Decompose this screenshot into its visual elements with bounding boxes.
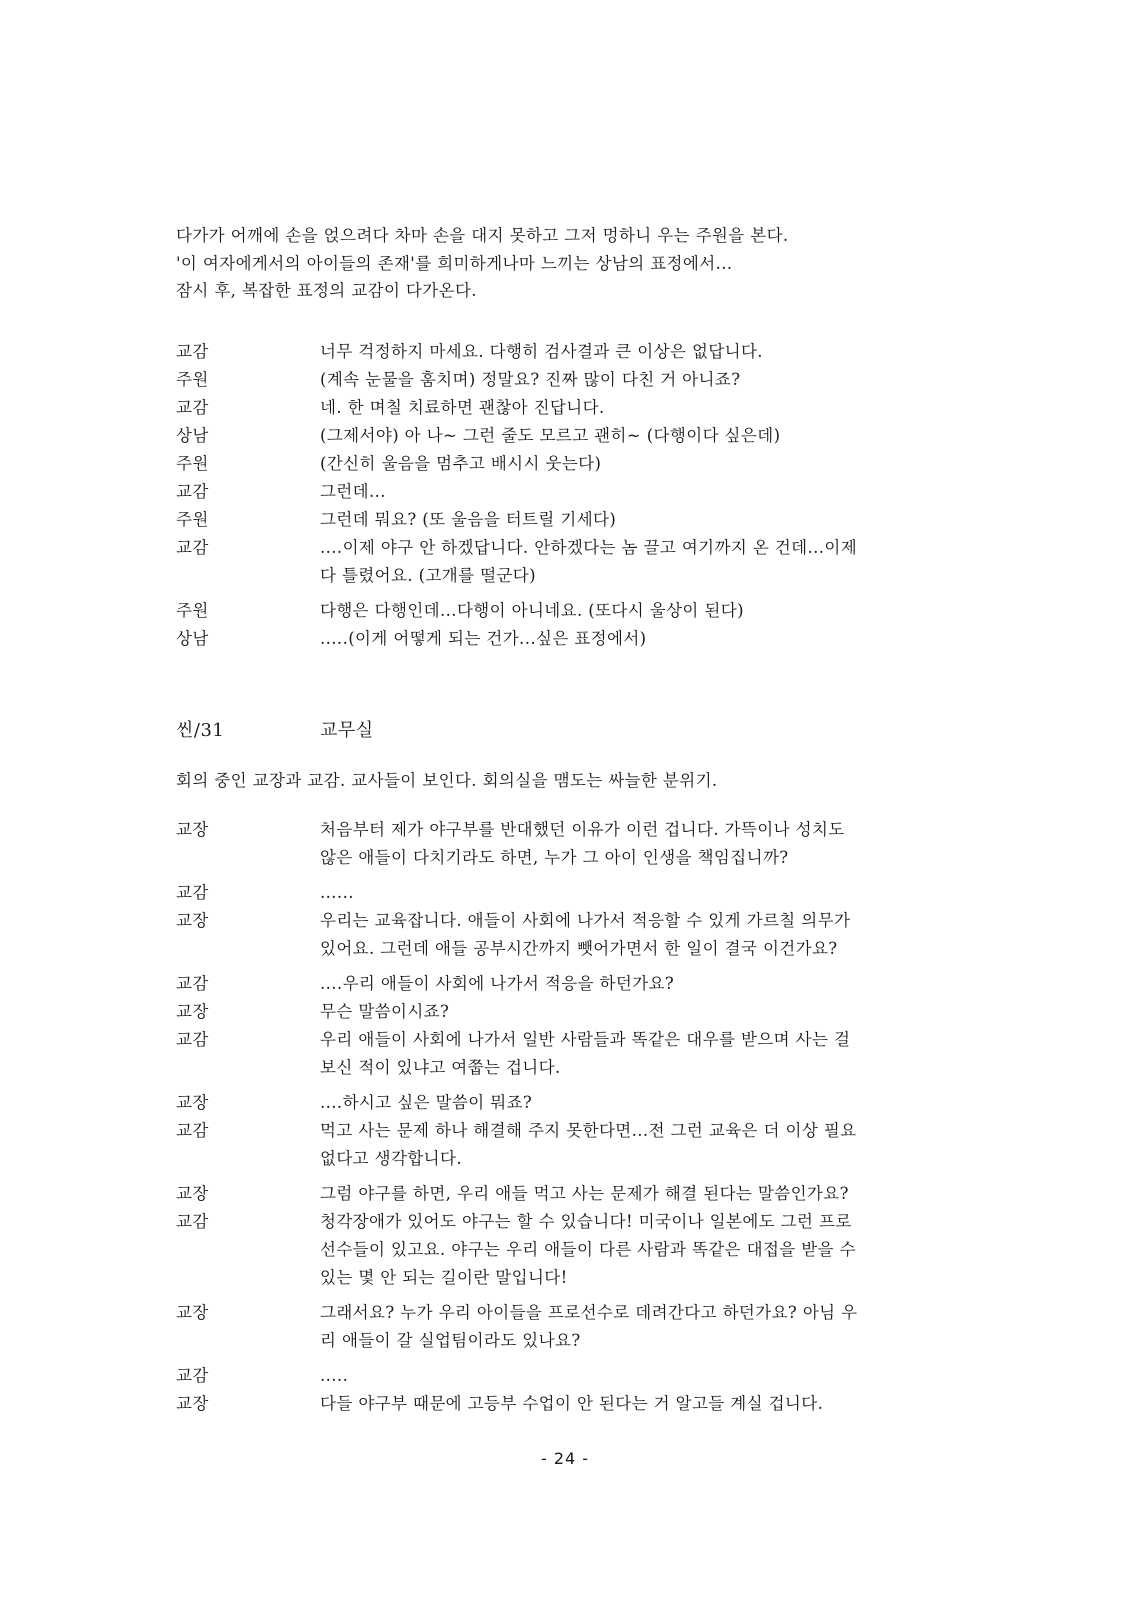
speaker-name: 교장 xyxy=(176,1394,209,1413)
action-block-2 xyxy=(176,767,956,795)
speaker-name: 교감 xyxy=(176,883,209,902)
dialogue-text xyxy=(320,394,966,422)
speaker-name: 교장 xyxy=(176,1303,209,1322)
dialogue-row xyxy=(176,907,966,963)
dialogue-row xyxy=(176,970,966,998)
dialogue-row xyxy=(176,597,966,625)
dialogue-line: (그제서야) 아 나~ 그런 줄도 모르고 괜히~ (다행이다 싶은데) xyxy=(320,426,781,445)
dialogue-row xyxy=(176,394,966,422)
dialogue-line: 처음부터 제가 야구부를 반대했던 이유가 이런 겁니다. 가뜩이나 성치도 xyxy=(320,820,845,839)
dialogue-row xyxy=(176,1180,966,1208)
dialogue-text xyxy=(320,1026,966,1082)
dialogue-text xyxy=(320,816,966,872)
dialogue-line: ...... xyxy=(320,883,354,902)
dialogue-text xyxy=(320,1390,966,1418)
speaker-name: 교감 xyxy=(176,1121,209,1140)
speaker-name: 교장 xyxy=(176,1184,209,1203)
dialogue-text xyxy=(320,1180,966,1208)
dialogue-line: 우리 애들이 사회에 나가서 일반 사람들과 똑같은 대우를 받으며 사는 걸 xyxy=(320,1030,851,1049)
speaker-name: 상남 xyxy=(176,629,209,648)
dialogue-text xyxy=(320,366,966,394)
action-line: 잠시 후, 복잡한 표정의 교감이 다가온다. xyxy=(176,281,477,300)
scene-location: 교무실 xyxy=(320,720,374,741)
speaker-name: 교장 xyxy=(176,1093,209,1112)
row-gap xyxy=(176,1355,966,1362)
dialogue-row xyxy=(176,366,966,394)
row-gap xyxy=(176,1173,966,1180)
scene-number: 씬/31 xyxy=(176,720,225,741)
dialogue-line: (계속 눈물을 훔치며) 정말요? 진짜 많이 다친 거 아니죠? xyxy=(320,370,741,389)
speaker-name: 교감 xyxy=(176,482,209,501)
dialogue-line: 리 애들이 갈 실업팀이라도 있나요? xyxy=(320,1331,581,1350)
dialogue-row xyxy=(176,450,966,478)
speaker-name: 주원 xyxy=(176,370,209,389)
dialogue-text xyxy=(320,506,966,534)
dialogue-row xyxy=(176,1362,966,1390)
dialogue-row xyxy=(176,1089,966,1117)
speaker-name: 주원 xyxy=(176,510,209,529)
dialogue-row xyxy=(176,478,966,506)
dialogue-row xyxy=(176,422,966,450)
dialogue-text xyxy=(320,597,966,625)
speaker-name: 상남 xyxy=(176,426,209,445)
speaker-name: 교감 xyxy=(176,538,209,557)
dialogue-line: .....(이게 어떻게 되는 건가...싶은 표정에서) xyxy=(320,629,647,648)
dialogue-line: 있어요. 그런데 애들 공부시간까지 뺏어가면서 한 일이 결국 이건가요? xyxy=(320,939,838,958)
dialogue-line: (간신히 울음을 멈추고 배시시 웃는다) xyxy=(320,454,602,473)
action-line: 다가가 어깨에 손을 얹으려다 차마 손을 대지 못하고 그저 멍하니 우는 주원을 본다. xyxy=(176,226,789,245)
action-line: 회의 중인 교장과 교감. 교사들이 보인다. 회의실을 맴도는 싸늘한 분위기. xyxy=(176,771,718,790)
dialogue-line: 다들 야구부 때문에 고등부 수업이 안 된다는 거 알고들 계실 겁니다. xyxy=(320,1394,824,1413)
dialogue-line: 그래서요? 누가 우리 아이들을 프로선수로 데려간다고 하던가요? 아님 우 xyxy=(320,1303,858,1322)
row-gap xyxy=(176,872,966,879)
speaker-name: 교감 xyxy=(176,1030,209,1049)
speaker-name: 교감 xyxy=(176,1212,209,1231)
dialogue-text xyxy=(320,907,966,963)
dialogue-text xyxy=(320,625,966,653)
dialogue-line: 그런데... xyxy=(320,482,386,501)
dialogue-line: 없다고 생각합니다. xyxy=(320,1149,463,1168)
dialogue-line: 선수들이 있고요. 야구는 우리 애들이 다른 사람과 똑같은 대접을 받을 수 xyxy=(320,1240,856,1259)
dialogue-block-1 xyxy=(176,338,966,653)
dialogue-text xyxy=(320,1117,966,1173)
dialogue-row xyxy=(176,1390,966,1418)
dialogue-row xyxy=(176,506,966,534)
dialogue-line: 너무 걱정하지 마세요. 다행히 검사결과 큰 이상은 없답니다. xyxy=(320,342,763,361)
dialogue-row xyxy=(176,534,966,590)
dialogue-text xyxy=(320,879,966,907)
dialogue-text xyxy=(320,338,966,366)
dialogue-row xyxy=(176,338,966,366)
speaker-name: 교장 xyxy=(176,1002,209,1021)
dialogue-text xyxy=(320,1362,966,1390)
speaker-name: 교감 xyxy=(176,974,209,993)
dialogue-line: 그런데 뭐요? (또 울음을 터트릴 기세다) xyxy=(320,510,617,529)
speaker-name: 교감 xyxy=(176,342,209,361)
dialogue-line: 않은 애들이 다치기라도 하면, 누가 그 아이 인생을 책임집니까? xyxy=(320,848,789,867)
speaker-name: 교장 xyxy=(176,911,209,930)
action-line: '이 여자에게서의 아이들의 존재'를 희미하게나마 느끼는 상남의 표정에서... xyxy=(176,253,733,273)
row-gap xyxy=(176,1292,966,1299)
dialogue-text xyxy=(320,970,966,998)
dialogue-line: 다행은 다행인데...다행이 아니네요. (또다시 울상이 된다) xyxy=(320,601,744,620)
dialogue-text xyxy=(320,998,966,1026)
dialogue-row xyxy=(176,1026,966,1082)
dialogue-line: 그럼 야구를 하면, 우리 애들 먹고 사는 문제가 해결 된다는 말씀인가요? xyxy=(320,1184,849,1203)
dialogue-row xyxy=(176,625,966,653)
dialogue-text xyxy=(320,422,966,450)
dialogue-line: 있는 몇 안 되는 길이란 말입니다! xyxy=(320,1268,568,1287)
dialogue-row xyxy=(176,1208,966,1292)
speaker-name: 교장 xyxy=(176,820,209,839)
speaker-name: 주원 xyxy=(176,601,209,620)
dialogue-row xyxy=(176,1117,966,1173)
dialogue-text xyxy=(320,1208,966,1292)
dialogue-line: 청각장애가 있어도 야구는 할 수 있습니다! 미국이나 일본에도 그런 프로 xyxy=(320,1212,852,1231)
dialogue-line: 먹고 사는 문제 하나 해결해 주지 못한다면...전 그런 교육은 더 이상 필요 xyxy=(320,1121,857,1140)
dialogue-block-2 xyxy=(176,816,966,1418)
dialogue-text xyxy=(320,1089,966,1117)
speaker-name: 주원 xyxy=(176,454,209,473)
dialogue-text xyxy=(320,478,966,506)
dialogue-line: ....이제 야구 안 하겠답니다. 안하겠다는 놈 끌고 여기까지 온 건데...이제 xyxy=(320,538,858,557)
dialogue-row xyxy=(176,879,966,907)
row-gap xyxy=(176,963,966,970)
dialogue-row xyxy=(176,998,966,1026)
action-block-1 xyxy=(176,222,956,305)
dialogue-line: 네. 한 며칠 치료하면 괜찮아 진답니다. xyxy=(320,398,605,417)
dialogue-row xyxy=(176,816,966,872)
page-number: - 24 - xyxy=(540,1449,590,1468)
dialogue-text xyxy=(320,1299,966,1355)
scene-heading xyxy=(176,716,374,742)
dialogue-text xyxy=(320,534,966,590)
dialogue-line: 보신 적이 있냐고 여쭙는 겁니다. xyxy=(320,1058,561,1077)
dialogue-line: ..... xyxy=(320,1366,349,1385)
dialogue-row xyxy=(176,1299,966,1355)
dialogue-line: 우리는 교육잡니다. 애들이 사회에 나가서 적응할 수 있게 가르칠 의무가 xyxy=(320,911,851,930)
dialogue-line: 다 틀렸어요. (고개를 떨군다) xyxy=(320,566,536,585)
speaker-name: 교감 xyxy=(176,398,209,417)
dialogue-text xyxy=(320,450,966,478)
dialogue-line: ....우리 애들이 사회에 나가서 적응을 하던가요? xyxy=(320,974,675,993)
row-gap xyxy=(176,590,966,597)
dialogue-line: 무슨 말씀이시죠? xyxy=(320,1002,450,1021)
row-gap xyxy=(176,1082,966,1089)
speaker-name: 교감 xyxy=(176,1366,209,1385)
dialogue-line: ....하시고 싶은 말씀이 뭐죠? xyxy=(320,1093,533,1112)
